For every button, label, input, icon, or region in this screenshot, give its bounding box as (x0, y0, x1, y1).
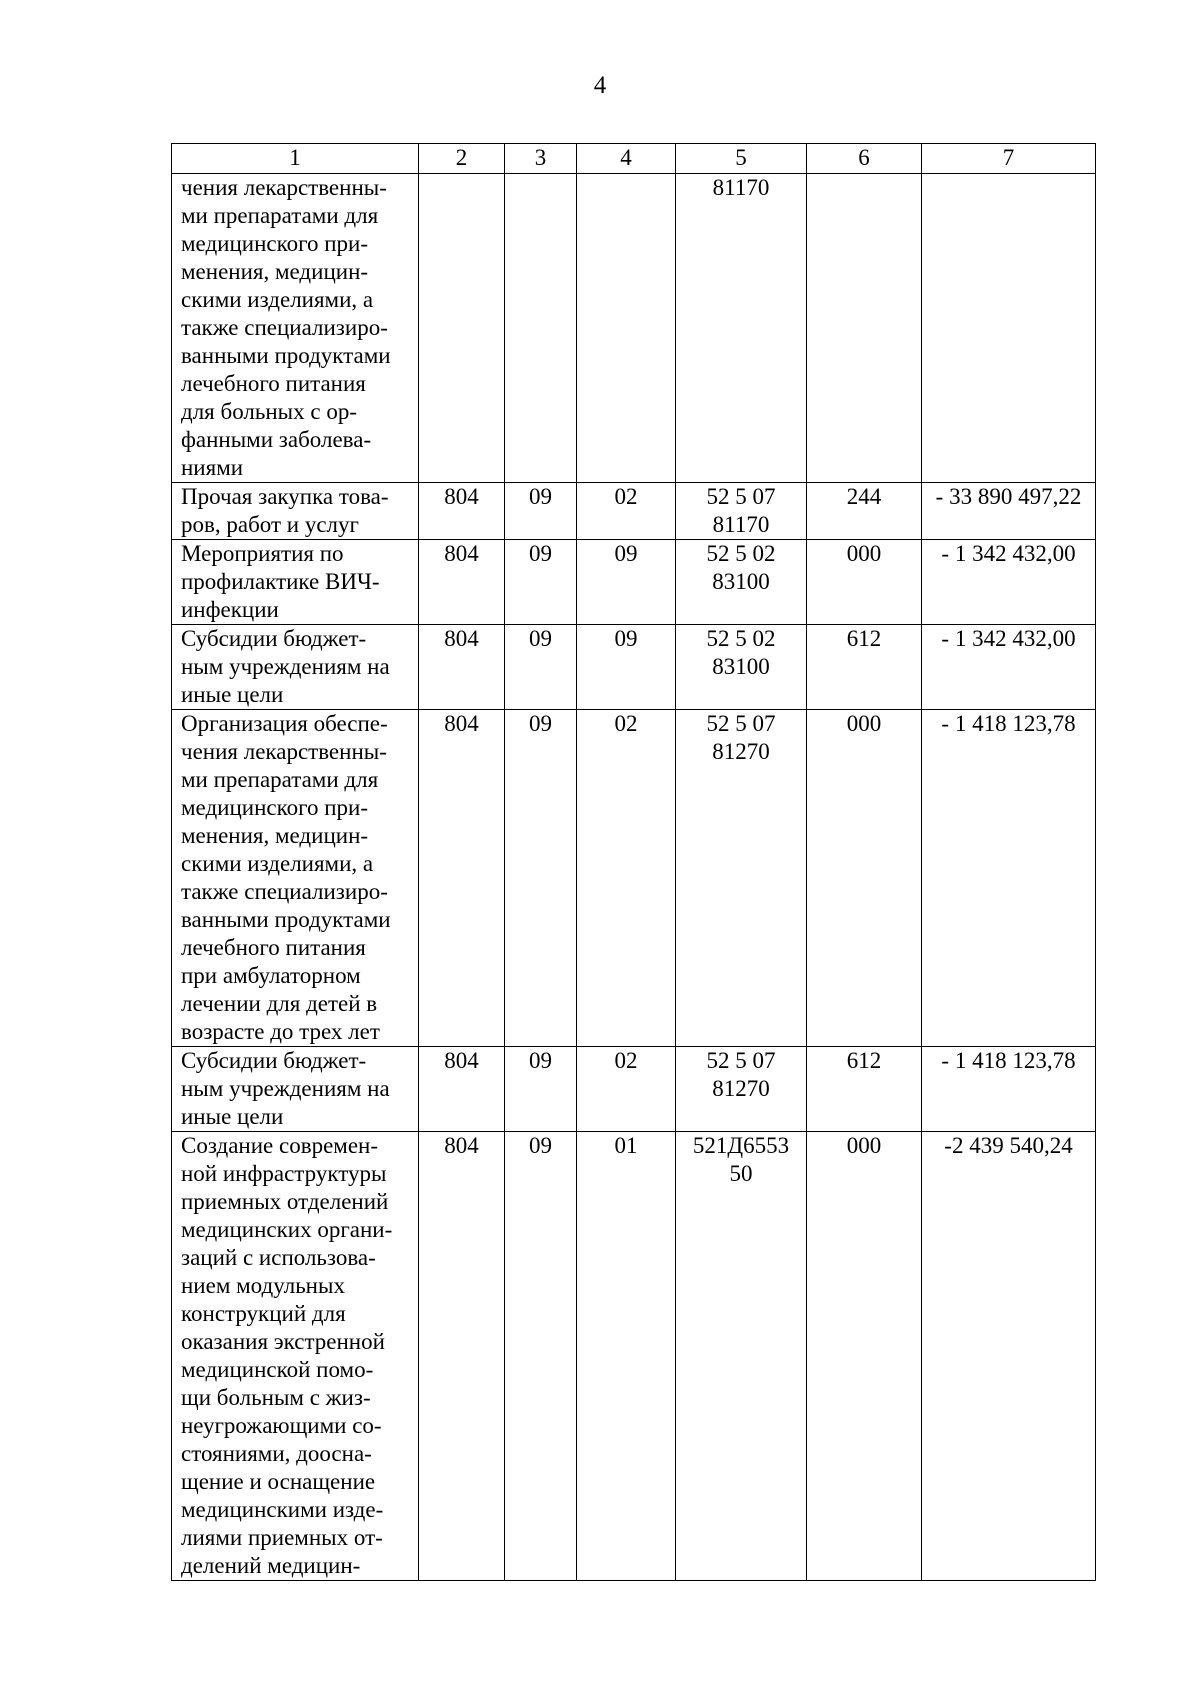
csr-cell (676, 540, 807, 625)
rz-cell (505, 625, 577, 710)
pr-cell (577, 1132, 676, 1581)
vr-cell (807, 625, 922, 710)
csr-code: 52 5 07 81170 (706, 484, 776, 537)
pr-cell (577, 625, 676, 710)
column-header-3: 3 (505, 144, 577, 174)
sum-value: - 1 418 123,78 (941, 1048, 1076, 1073)
vr-code: 612 (846, 626, 882, 651)
rz-cell (505, 540, 577, 625)
sum-value: - 33 890 497,22 (935, 484, 1082, 509)
ved-cell (419, 174, 505, 483)
sum-cell (922, 1132, 1096, 1581)
row-name-cell (172, 483, 419, 540)
row-name-cell (172, 174, 419, 483)
ved-cell (419, 1132, 505, 1581)
rz-code: 09 (529, 1133, 552, 1158)
csr-cell (676, 483, 807, 540)
pr-cell (577, 483, 676, 540)
pr-code: 01 (614, 1133, 638, 1158)
row-name-cell (172, 1132, 419, 1581)
row-name-cell (172, 625, 419, 710)
pr-code: 02 (614, 1048, 638, 1073)
column-header-1: 1 (172, 144, 419, 174)
vr-code: 000 (846, 1133, 882, 1158)
ved-cell (419, 1047, 505, 1132)
rz-cell (505, 1132, 577, 1581)
csr-code: 521Д6553 50 (692, 1133, 790, 1186)
pr-cell (577, 710, 676, 1047)
budget-table (171, 143, 1096, 1581)
row-name: Субсидии бюджет- ным учреждениям на иные цели (181, 1048, 390, 1129)
vr-cell (807, 710, 922, 1047)
column-header-2: 2 (419, 144, 505, 174)
csr-cell (676, 710, 807, 1047)
ved-cell (419, 625, 505, 710)
row-name: Мероприятия по профилактике ВИЧ- инфекции (181, 541, 380, 622)
sum-value: - 1 342 432,00 (941, 626, 1076, 651)
csr-cell (676, 1047, 807, 1132)
rz-code: 09 (529, 1048, 552, 1073)
pr-cell (577, 1047, 676, 1132)
csr-code: 52 5 02 83100 (706, 541, 776, 594)
vr-cell (807, 1047, 922, 1132)
csr-cell (676, 1132, 807, 1581)
table-row (172, 710, 1096, 1047)
rz-cell (505, 483, 577, 540)
pr-cell (577, 174, 676, 483)
table-row (172, 1047, 1096, 1132)
ved-cell (419, 540, 505, 625)
vr-cell (807, 1132, 922, 1581)
pr-code: 02 (614, 711, 638, 736)
vr-code: 000 (846, 711, 882, 736)
sum-value: -2 439 540,24 (944, 1133, 1073, 1158)
vr-cell (807, 174, 922, 483)
rz-cell (505, 1047, 577, 1132)
csr-code: 52 5 07 81270 (706, 711, 776, 764)
ved-cell (419, 710, 505, 1047)
ved-code: 804 (444, 541, 479, 566)
table-row (172, 540, 1096, 625)
ved-code: 804 (444, 626, 479, 651)
sum-cell (922, 483, 1096, 540)
sum-value: - 1 418 123,78 (941, 711, 1076, 736)
vr-code: 244 (846, 484, 882, 509)
column-header-4: 4 (577, 144, 676, 174)
table-header-row (172, 144, 1096, 174)
rz-code: 09 (529, 484, 552, 509)
sum-cell (922, 174, 1096, 483)
page-number: 4 (593, 72, 607, 99)
vr-cell (807, 483, 922, 540)
ved-code: 804 (444, 484, 479, 509)
row-name: Прочая закупка това- ров, работ и услуг (181, 484, 389, 537)
column-header-6: 6 (807, 144, 922, 174)
csr-code: 52 5 02 83100 (706, 626, 776, 679)
table-row (172, 625, 1096, 710)
csr-code: 52 5 07 81270 (706, 1048, 776, 1101)
vr-code: 000 (846, 541, 882, 566)
ved-code: 804 (444, 711, 479, 736)
row-name: Организация обеспе- чения лекарственны- ми препаратами для медицинского при- менения, медицин- скими изделиями, а также специализиро- ванными продуктами лечебного питания при амбулаторном лечении для детей в возрасте до трех лет (181, 711, 391, 1044)
vr-cell (807, 540, 922, 625)
table-row (172, 1132, 1096, 1581)
csr-code: 81170 (712, 175, 770, 200)
column-header-5: 5 (676, 144, 807, 174)
pr-cell (577, 540, 676, 625)
pr-code: 09 (614, 541, 638, 566)
pr-code: 02 (614, 484, 638, 509)
csr-cell (676, 625, 807, 710)
sum-cell (922, 540, 1096, 625)
ved-code: 804 (444, 1048, 479, 1073)
sum-value: - 1 342 432,00 (941, 541, 1076, 566)
row-name: чения лекарственны- ми препаратами для медицинского при- менения, медицин- скими изделиями, а также специализиро- ванными продуктами лечебного питания для больных с ор- фанными заболева- ниями (181, 175, 391, 480)
rz-code: 09 (529, 626, 552, 651)
table-row (172, 483, 1096, 540)
sum-cell (922, 1047, 1096, 1132)
row-name-cell (172, 540, 419, 625)
rz-code: 09 (529, 541, 552, 566)
csr-cell (676, 174, 807, 483)
rz-code: 09 (529, 711, 552, 736)
row-name: Создание современ- ной инфраструктуры приемных отделений медицинских органи- заций с использова- нием модульных конструкций для оказания экстренной медицинской помо- щи больным с жиз- неугрожающими со- стояниями, доосна- щение и оснащение медицинскими изде- лиями приемных от- делений медицин- (181, 1133, 393, 1578)
vr-code: 612 (846, 1048, 882, 1073)
row-name: Субсидии бюджет- ным учреждениям на иные цели (181, 626, 390, 707)
sum-cell (922, 710, 1096, 1047)
rz-cell (505, 174, 577, 483)
ved-cell (419, 483, 505, 540)
sum-cell (922, 625, 1096, 710)
rz-cell (505, 710, 577, 1047)
row-name-cell (172, 1047, 419, 1132)
table-row (172, 174, 1096, 483)
pr-code: 09 (614, 626, 638, 651)
row-name-cell (172, 710, 419, 1047)
ved-code: 804 (444, 1133, 479, 1158)
column-header-7: 7 (922, 144, 1096, 174)
